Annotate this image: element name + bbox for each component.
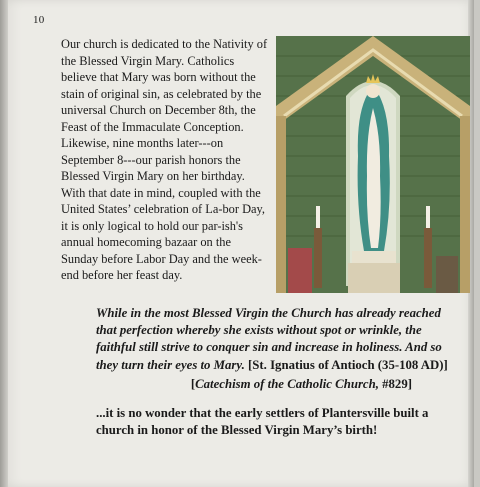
right-stand xyxy=(436,256,458,293)
right-candle xyxy=(426,206,430,228)
statue-head xyxy=(366,84,380,98)
catechism-reference xyxy=(191,377,412,392)
statue-pedestal xyxy=(352,251,396,263)
left-candlestick xyxy=(314,228,322,288)
flower-arrangement xyxy=(288,248,312,293)
catechism-ref: #829] xyxy=(378,377,412,391)
statue-photo-icon xyxy=(276,36,470,293)
right-candlestick xyxy=(424,228,432,288)
page-edge-left xyxy=(0,0,8,487)
altar-base xyxy=(348,263,400,293)
closing-paragraph: ...it is no wonder that the early settlers of Plantersville built a church in honor of the Blessed Virgin Mary’s birth! xyxy=(96,406,429,438)
statue-photo xyxy=(276,36,470,293)
catechism-open-bracket: [ xyxy=(190,377,196,391)
quote-citation: [St. Ignatius of Antioch (35-108 AD)] xyxy=(248,357,448,372)
intro-paragraph: Our church is dedicated to the Nativity of the Blessed Virgin Mary. Catholics believe that Mary was born without the stain of original sin, as celebrated by the universal Church on December 8th, the Feast of the Immaculate Conception. Likewise, nine months later---on September 8---our parish honors the Blessed Virgin Mary on her birthday. With that date in mind, coupled with the United States’ celebration of La-bor Day, it is only logical to hold our par-ish's annual homecoming bazaar on the Sunday before Labor Day and the week-end before her feast day. xyxy=(61,37,268,282)
book-page xyxy=(8,0,474,487)
left-column xyxy=(276,116,286,293)
left-candle xyxy=(316,206,320,228)
catechism-title: Catechism of the Catholic Church, xyxy=(195,377,379,391)
page-number: 10 xyxy=(33,14,45,26)
quote-text: While in the most Blessed Virgin the Church has already reached that perfection whereby she exists without spot or wrinkle, the faithful still strive to conquer sin and increase in holiness. And so they turn their eyes to Mary. xyxy=(96,306,442,372)
quote-block xyxy=(96,305,458,374)
right-column xyxy=(460,116,470,293)
